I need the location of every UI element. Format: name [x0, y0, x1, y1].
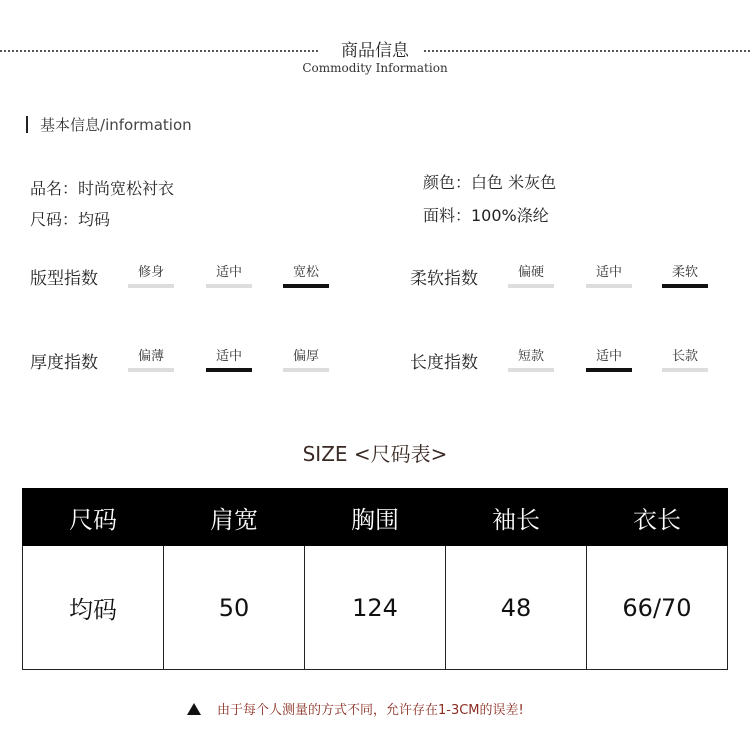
length-option-1: 短款	[517, 349, 544, 364]
product-name: 品名：时尚宽松衬衣	[30, 179, 175, 198]
header-title: 商品信息	[341, 41, 409, 61]
index-label-fit: 版型指数	[30, 269, 98, 289]
table-row	[23, 546, 728, 670]
length-option-1-bar	[508, 368, 554, 372]
warning-icon	[187, 703, 201, 715]
thickness-option-2: 适中	[215, 349, 242, 364]
fit-option-1-bar	[128, 284, 174, 288]
thickness-option-1: 偏薄	[137, 349, 164, 364]
fit-option-2: 适中	[215, 265, 242, 280]
thickness-option-3: 偏厚	[292, 349, 319, 364]
basic-info-title	[40, 114, 192, 135]
index-label-softness: 柔软指数	[410, 269, 478, 289]
size-table-header-row	[23, 489, 728, 546]
basic-info-title-cn: 基本信息	[40, 116, 101, 134]
size-cell-chest: 124	[305, 546, 446, 670]
index-label-length: 长度指数	[410, 353, 478, 373]
thickness-option-2-bar	[206, 368, 252, 372]
thickness-option-3-bar	[283, 368, 329, 372]
size-table	[22, 488, 728, 670]
size-header-size: 尺码	[23, 489, 164, 546]
softness-option-1-bar	[508, 284, 554, 288]
softness-option-1: 偏硬	[517, 265, 544, 280]
index-label-thickness: 厚度指数	[30, 353, 98, 373]
section-marker	[26, 116, 28, 133]
length-option-3: 长款	[671, 349, 698, 364]
size-header-chest: 胸围	[305, 489, 446, 546]
fit-option-3-bar	[283, 284, 329, 288]
product-fabric: 面料：100%涤纶	[423, 206, 549, 225]
size-header-length: 衣长	[587, 489, 728, 546]
fit-option-2-bar	[206, 284, 252, 288]
fit-option-3: 宽松	[292, 265, 319, 280]
size-header-sleeve: 袖长	[446, 489, 587, 546]
size-cell-size: 均码	[23, 546, 164, 670]
product-color: 颜色：白色 米灰色	[423, 173, 557, 192]
thickness-option-1-bar	[128, 368, 174, 372]
measurement-note	[187, 699, 524, 718]
softness-option-2: 适中	[595, 265, 622, 280]
size-cell-shoulder: 50	[164, 546, 305, 670]
basic-info-title-en: /information	[100, 116, 192, 134]
fit-option-1: 修身	[137, 265, 164, 280]
length-option-3-bar	[662, 368, 708, 372]
length-option-2: 适中	[595, 349, 622, 364]
product-size: 尺码：均码	[30, 210, 111, 229]
size-header-shoulder: 肩宽	[164, 489, 305, 546]
softness-option-3: 柔软	[671, 265, 698, 280]
length-option-2-bar	[586, 368, 632, 372]
size-cell-length: 66/70	[587, 546, 728, 670]
softness-option-3-bar	[662, 284, 708, 288]
softness-option-2-bar	[586, 284, 632, 288]
measurement-note-text: 由于每个人测量的方式不同，允许存在1-3CM的误差!	[217, 703, 524, 718]
size-cell-sleeve: 48	[446, 546, 587, 670]
size-chart-title: SIZE <尺码表>	[302, 442, 448, 466]
header-subtitle: Commodity Information	[302, 61, 448, 75]
